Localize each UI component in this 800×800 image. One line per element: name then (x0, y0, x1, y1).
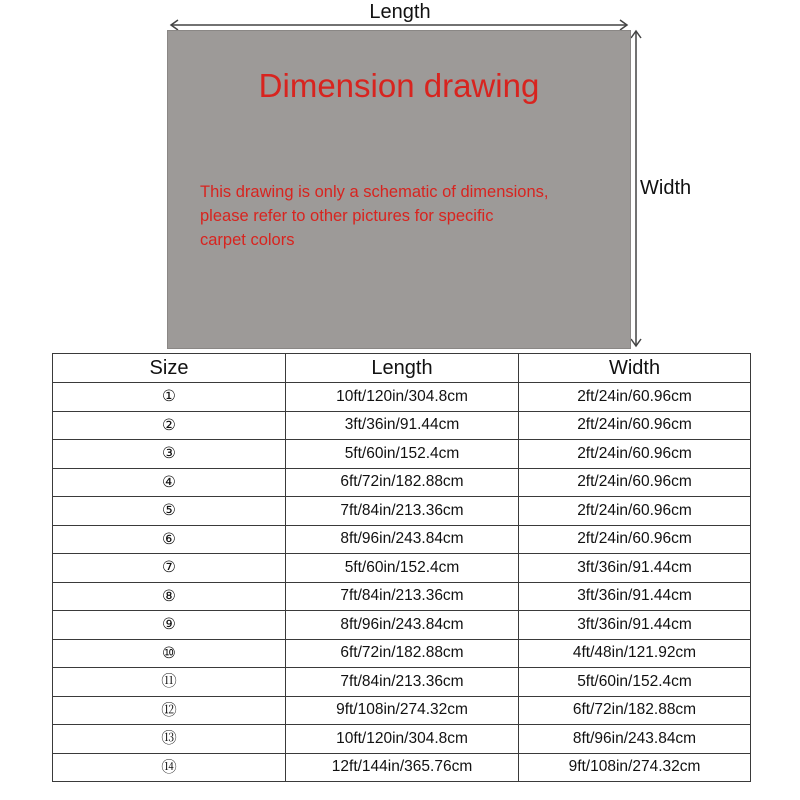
width-cell: 2ft/24in/60.96cm (519, 411, 751, 440)
size-cell: ⑤ (53, 497, 286, 526)
length-cell: 12ft/144in/365.76cm (286, 753, 519, 782)
width-cell: 3ft/36in/91.44cm (519, 554, 751, 583)
table-row (53, 554, 751, 583)
size-cell: ⑩ (53, 639, 286, 668)
width-cell: 5ft/60in/152.4cm (519, 668, 751, 697)
size-cell: ⑭ (53, 753, 286, 782)
size-cell: ⑦ (53, 554, 286, 583)
table-row (53, 525, 751, 554)
length-cell: 5ft/60in/152.4cm (286, 554, 519, 583)
table-row (53, 468, 751, 497)
table-row (53, 639, 751, 668)
length-cell: 5ft/60in/152.4cm (286, 440, 519, 469)
header-width: Width (519, 354, 751, 383)
width-cell: 3ft/36in/91.44cm (519, 582, 751, 611)
drawing-title: Dimension drawing (258, 67, 540, 104)
width-cell: 4ft/48in/121.92cm (519, 639, 751, 668)
size-table (52, 353, 751, 782)
dimension-drawing (0, 0, 800, 352)
size-cell: ⑫ (53, 696, 286, 725)
drawing-note-line: This drawing is only a schematic of dimensions, (200, 183, 549, 201)
size-cell: ⑧ (53, 582, 286, 611)
width-cell: 2ft/24in/60.96cm (519, 497, 751, 526)
length-dimension-label (0, 0, 800, 24)
size-cell: ⑥ (53, 525, 286, 554)
drawing-note (200, 180, 620, 252)
table-row (53, 725, 751, 754)
table-row (53, 696, 751, 725)
length-label-text: Length (369, 1, 431, 23)
header-length: Length (286, 354, 519, 383)
length-cell: 10ft/120in/304.8cm (286, 725, 519, 754)
length-cell: 3ft/36in/91.44cm (286, 411, 519, 440)
size-cell: ③ (53, 440, 286, 469)
size-cell: ⑪ (53, 668, 286, 697)
table-row (53, 668, 751, 697)
size-cell: ⑨ (53, 611, 286, 640)
drawing-note-line: please refer to other pictures for specific (200, 207, 494, 225)
width-cell: 8ft/96in/243.84cm (519, 725, 751, 754)
table-row (53, 411, 751, 440)
size-cell: ② (53, 411, 286, 440)
drawing-note-line: carpet colors (200, 231, 295, 249)
width-cell: 2ft/24in/60.96cm (519, 440, 751, 469)
length-cell: 7ft/84in/213.36cm (286, 582, 519, 611)
length-cell: 7ft/84in/213.36cm (286, 668, 519, 697)
length-cell: 9ft/108in/274.32cm (286, 696, 519, 725)
table-row (53, 582, 751, 611)
table-row (53, 611, 751, 640)
width-cell: 6ft/72in/182.88cm (519, 696, 751, 725)
size-cell: ① (53, 383, 286, 412)
header-size: Size (53, 354, 286, 383)
table-row (53, 753, 751, 782)
rug-schematic (167, 30, 631, 349)
length-cell: 8ft/96in/243.84cm (286, 525, 519, 554)
width-dimension-label: Width (640, 177, 692, 199)
length-cell: 10ft/120in/304.8cm (286, 383, 519, 412)
table-body (53, 383, 751, 782)
length-cell: 7ft/84in/213.36cm (286, 497, 519, 526)
width-cell: 9ft/108in/274.32cm (519, 753, 751, 782)
width-cell: 2ft/24in/60.96cm (519, 468, 751, 497)
length-cell: 8ft/96in/243.84cm (286, 611, 519, 640)
length-cell: 6ft/72in/182.88cm (286, 468, 519, 497)
table-row (53, 497, 751, 526)
size-cell: ⑬ (53, 725, 286, 754)
width-cell: 2ft/24in/60.96cm (519, 383, 751, 412)
length-cell: 6ft/72in/182.88cm (286, 639, 519, 668)
table-header-row (53, 354, 751, 383)
width-cell: 3ft/36in/91.44cm (519, 611, 751, 640)
width-cell: 2ft/24in/60.96cm (519, 525, 751, 554)
table-row (53, 440, 751, 469)
table-row (53, 383, 751, 412)
size-cell: ④ (53, 468, 286, 497)
